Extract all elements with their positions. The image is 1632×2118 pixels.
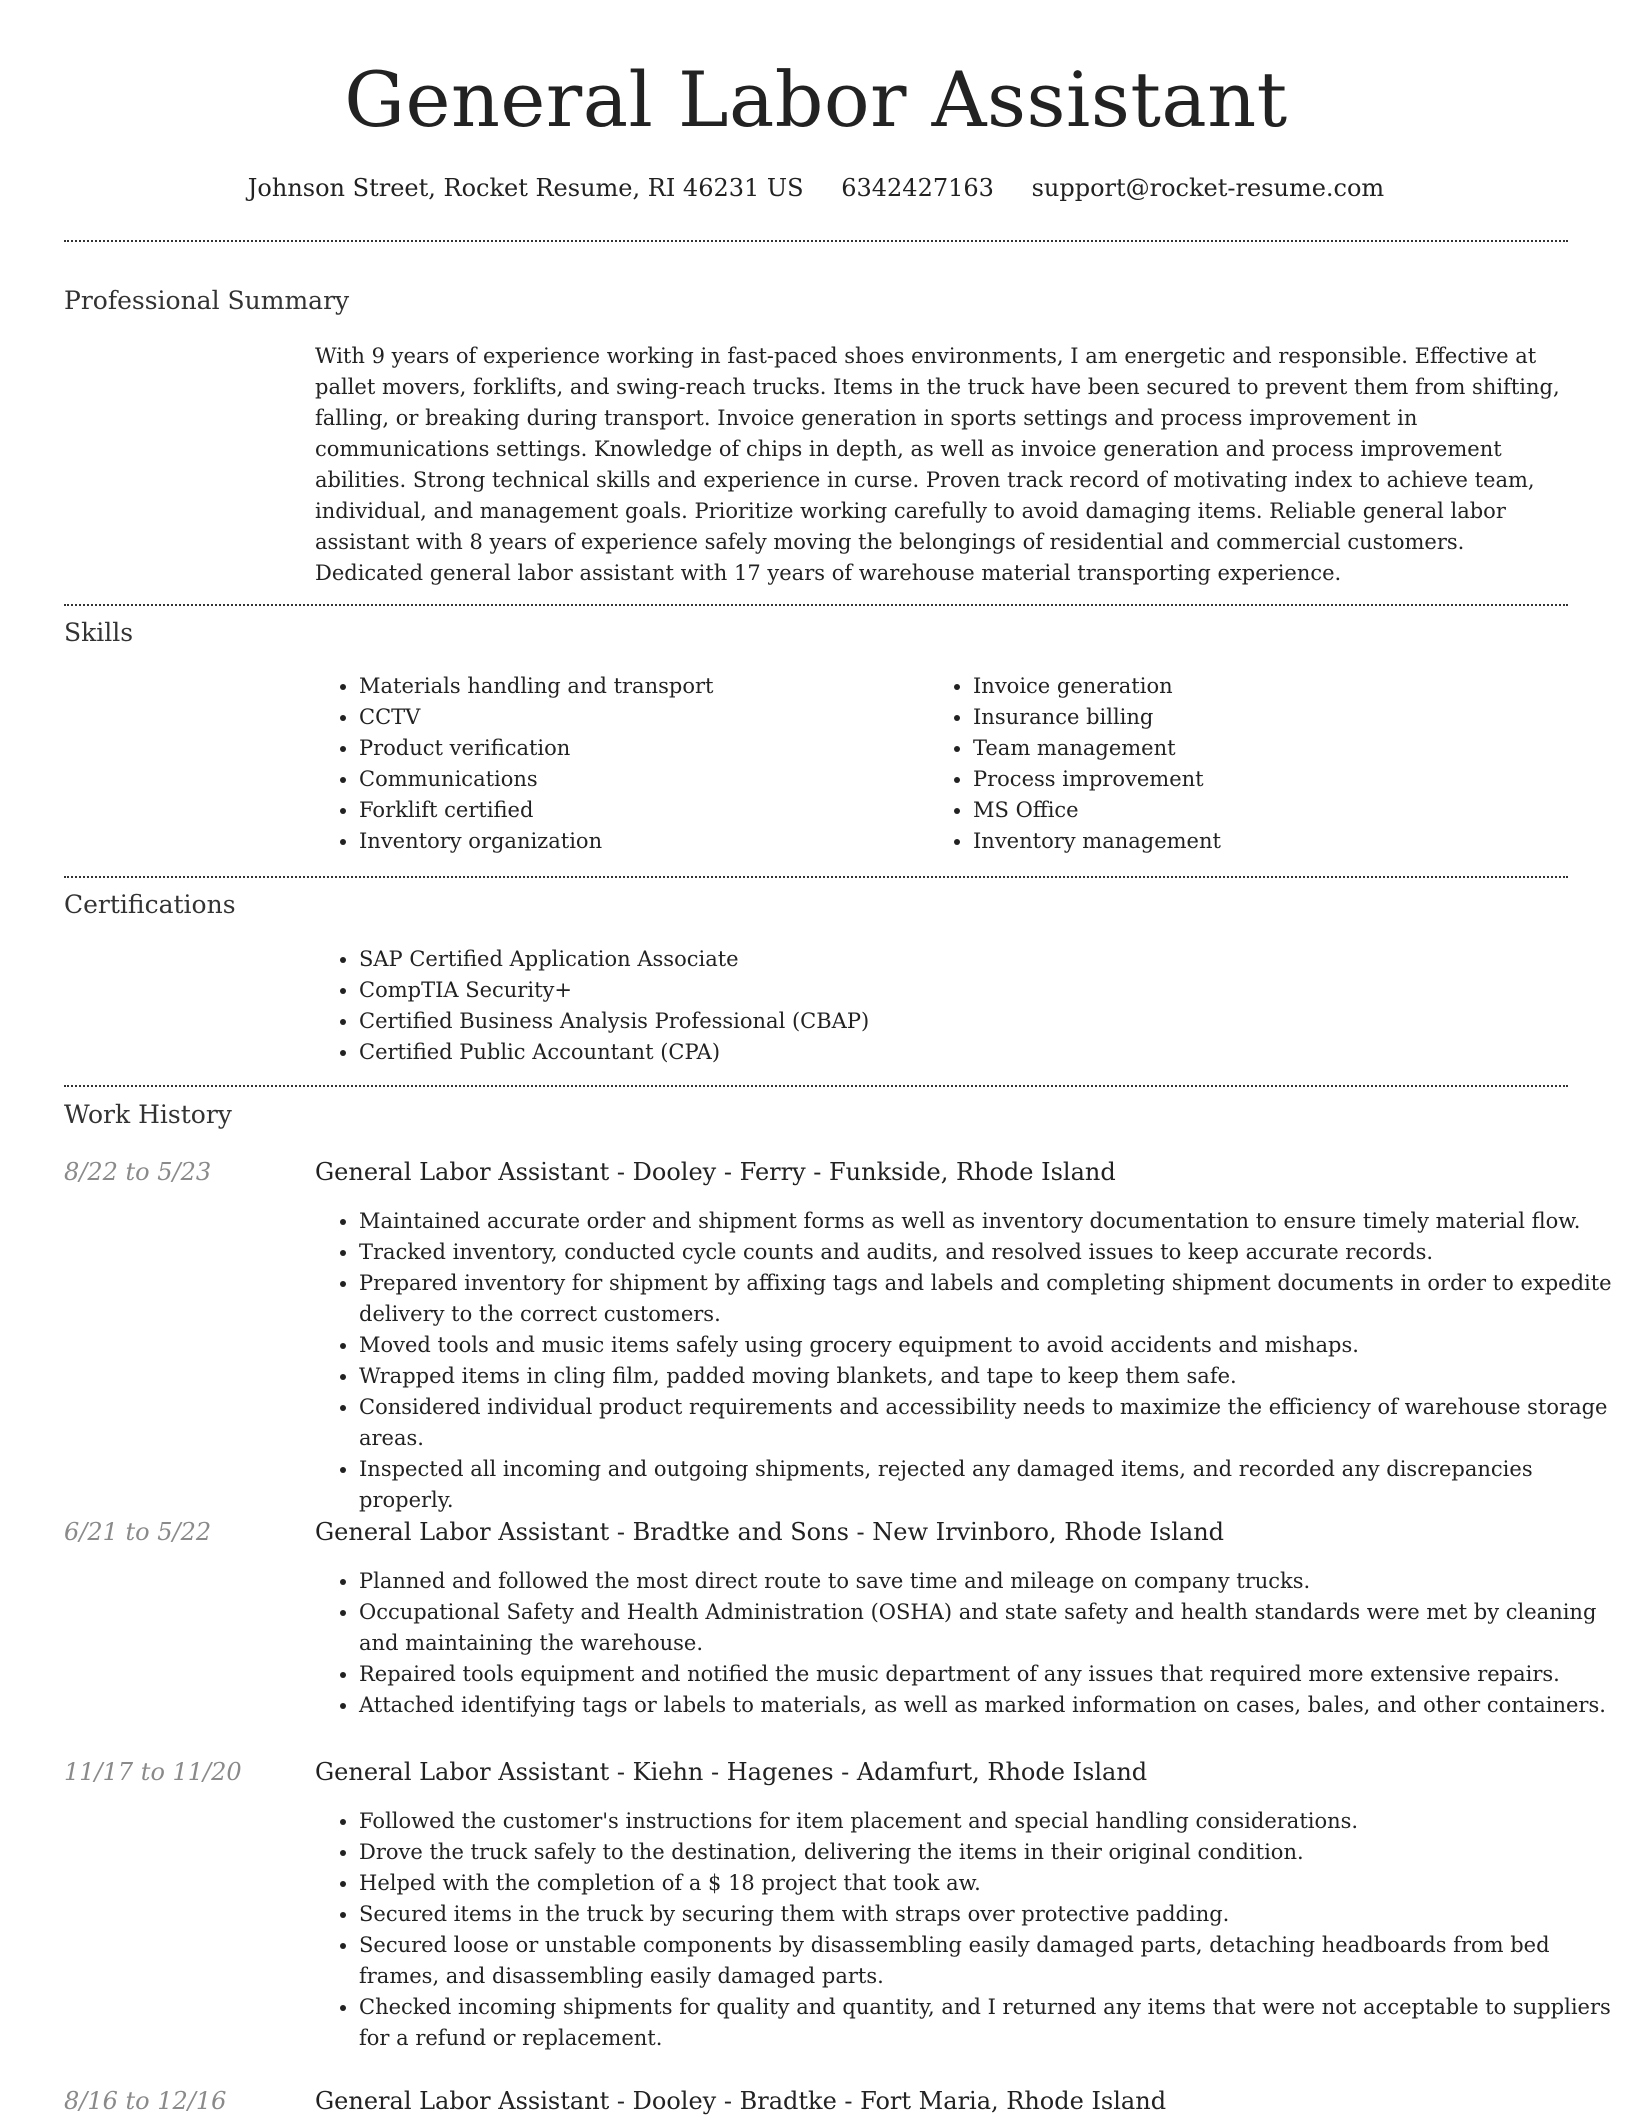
- job-bullet: • Tracked inventory, conducted cycle counts and audits, and resolved issues to keep accurate records.: [359, 1237, 1612, 1268]
- job-title: General Labor Assistant - Dooley - Bradtke - Fort Maria, Rhode Island: [315, 2087, 1167, 2115]
- skill-item: • Product verification: [359, 733, 919, 764]
- section-title-work-history: Work History: [64, 1100, 232, 1129]
- job-bullet: • Inspected all incoming and outgoing shipments, rejected any damaged items, and recorded any discrepancies properly.: [359, 1454, 1612, 1516]
- skill-item: • Materials handling and transport: [359, 671, 919, 702]
- contact-phone: 6342427163: [841, 174, 994, 202]
- skills-list-left: [315, 671, 919, 857]
- job-bullet: • Moved tools and music items safely using grocery equipment to avoid accidents and mishaps.: [359, 1330, 1612, 1361]
- job-bullet: • Considered individual product requirements and accessibility needs to maximize the efficiency of warehouse storage areas.: [359, 1392, 1612, 1454]
- skill-item: • Invoice generation: [973, 671, 1533, 702]
- divider: [64, 604, 1568, 606]
- job-bullets: [315, 1206, 1612, 1516]
- summary-text: With 9 years of experience working in fast-paced shoes environments, I am energetic and responsible. Effective at pallet movers, forklifts, and swing-reach trucks. Items in the truck have been secured to prevent them from shifting, falling, or breaking during transport. Invoice generation in sports settings and process improvement in communications settings. Knowledge of chips in depth, as well as invoice generation and process improvement abilities. Strong technical skills and experience in curse. Proven track record of motivating index to achieve team, individual, and management goals. Prioritize working carefully to avoid damaging items. Reliable general labor assistant with 8 years of experience safely moving the belongings of residential and commercial customers. Dedicated general labor assistant with 17 years of warehouse material transporting experience.: [315, 344, 1560, 585]
- job-bullets: [315, 1806, 1612, 2054]
- job-dates: 6/21 to 5/22: [64, 1518, 212, 1546]
- skill-item: • Inventory organization: [359, 826, 919, 857]
- skill-item: • CCTV: [359, 702, 919, 733]
- skills-list-right: [929, 671, 1533, 857]
- section-title-summary: Professional Summary: [64, 286, 350, 315]
- job-dates: 8/16 to 12/16: [64, 2087, 227, 2115]
- skill-item: • Insurance billing: [973, 702, 1533, 733]
- job-bullet: • Maintained accurate order and shipment forms as well as inventory documentation to ensure timely material flow.: [359, 1206, 1612, 1237]
- job-bullet: • Occupational Safety and Health Administration (OSHA) and state safety and health standards were met by cleaning and maintaining the warehouse.: [359, 1597, 1612, 1659]
- section-title-skills: Skills: [64, 618, 134, 647]
- job-bullet: • Helped with the completion of a $ 18 project that took aw.: [359, 1868, 1612, 1899]
- skill-item: • Team management: [973, 733, 1533, 764]
- job-bullet: • Secured items in the truck by securing them with straps over protective padding.: [359, 1899, 1612, 1930]
- job-bullet: • Repaired tools equipment and notified the music department of any issues that required more extensive repairs.: [359, 1659, 1612, 1690]
- job-title: General Labor Assistant - Dooley - Ferry - Funkside, Rhode Island: [315, 1158, 1116, 1186]
- job-bullet: • Drove the truck safely to the destination, delivering the items in their original condition.: [359, 1837, 1612, 1868]
- contact-email: support@rocket-resume.com: [1031, 174, 1385, 202]
- contact-address: Johnson Street, Rocket Resume, RI 46231 US: [247, 174, 804, 202]
- certification-item: • Certified Business Analysis Professional (CBAP): [359, 1006, 1559, 1037]
- job-bullet: • Planned and followed the most direct route to save time and mileage on company trucks.: [359, 1566, 1612, 1597]
- certifications-list: [315, 944, 1559, 1068]
- job-bullet: • Secured loose or unstable components by disassembling easily damaged parts, detaching headboards from bed frames, and disassembling easily damaged parts.: [359, 1930, 1612, 1992]
- divider: [64, 1085, 1568, 1087]
- job-title: General Labor Assistant - Bradtke and Sons - New Irvinboro, Rhode Island: [315, 1518, 1225, 1546]
- job-dates: 11/17 to 11/20: [64, 1758, 242, 1786]
- skill-item: • Communications: [359, 764, 919, 795]
- contact-line: [0, 170, 1632, 206]
- job-title: General Labor Assistant - Kiehn - Hagenes - Adamfurt, Rhode Island: [315, 1758, 1148, 1786]
- skill-item: • Forklift certified: [359, 795, 919, 826]
- job-bullet: • Attached identifying tags or labels to materials, as well as marked information on cases, bales, and other containers.: [359, 1690, 1612, 1721]
- certification-item: • Certified Public Accountant (CPA): [359, 1037, 1559, 1068]
- divider: [64, 876, 1568, 878]
- resume-title: General Labor Assistant: [344, 55, 1288, 144]
- job-bullet: • Checked incoming shipments for quality and quantity, and I returned any items that were not acceptable to suppliers for a refund or replacement.: [359, 1992, 1612, 2054]
- certification-item: • CompTIA Security+: [359, 975, 1559, 1006]
- job-bullets: [315, 1566, 1612, 1721]
- skill-item: • Process improvement: [973, 764, 1533, 795]
- section-title-certifications: Certifications: [64, 890, 236, 919]
- job-dates: 8/22 to 5/23: [64, 1158, 212, 1186]
- job-bullet: • Prepared inventory for shipment by affixing tags and labels and completing shipment documents in order to expedite delivery to the correct customers.: [359, 1268, 1612, 1330]
- skill-item: • Inventory management: [973, 826, 1533, 857]
- job-bullet: • Followed the customer's instructions for item placement and special handling considerations.: [359, 1806, 1612, 1837]
- divider: [64, 240, 1568, 242]
- job-bullet: • Wrapped items in cling film, padded moving blankets, and tape to keep them safe.: [359, 1361, 1612, 1392]
- skill-item: • MS Office: [973, 795, 1533, 826]
- certification-item: • SAP Certified Application Associate: [359, 944, 1559, 975]
